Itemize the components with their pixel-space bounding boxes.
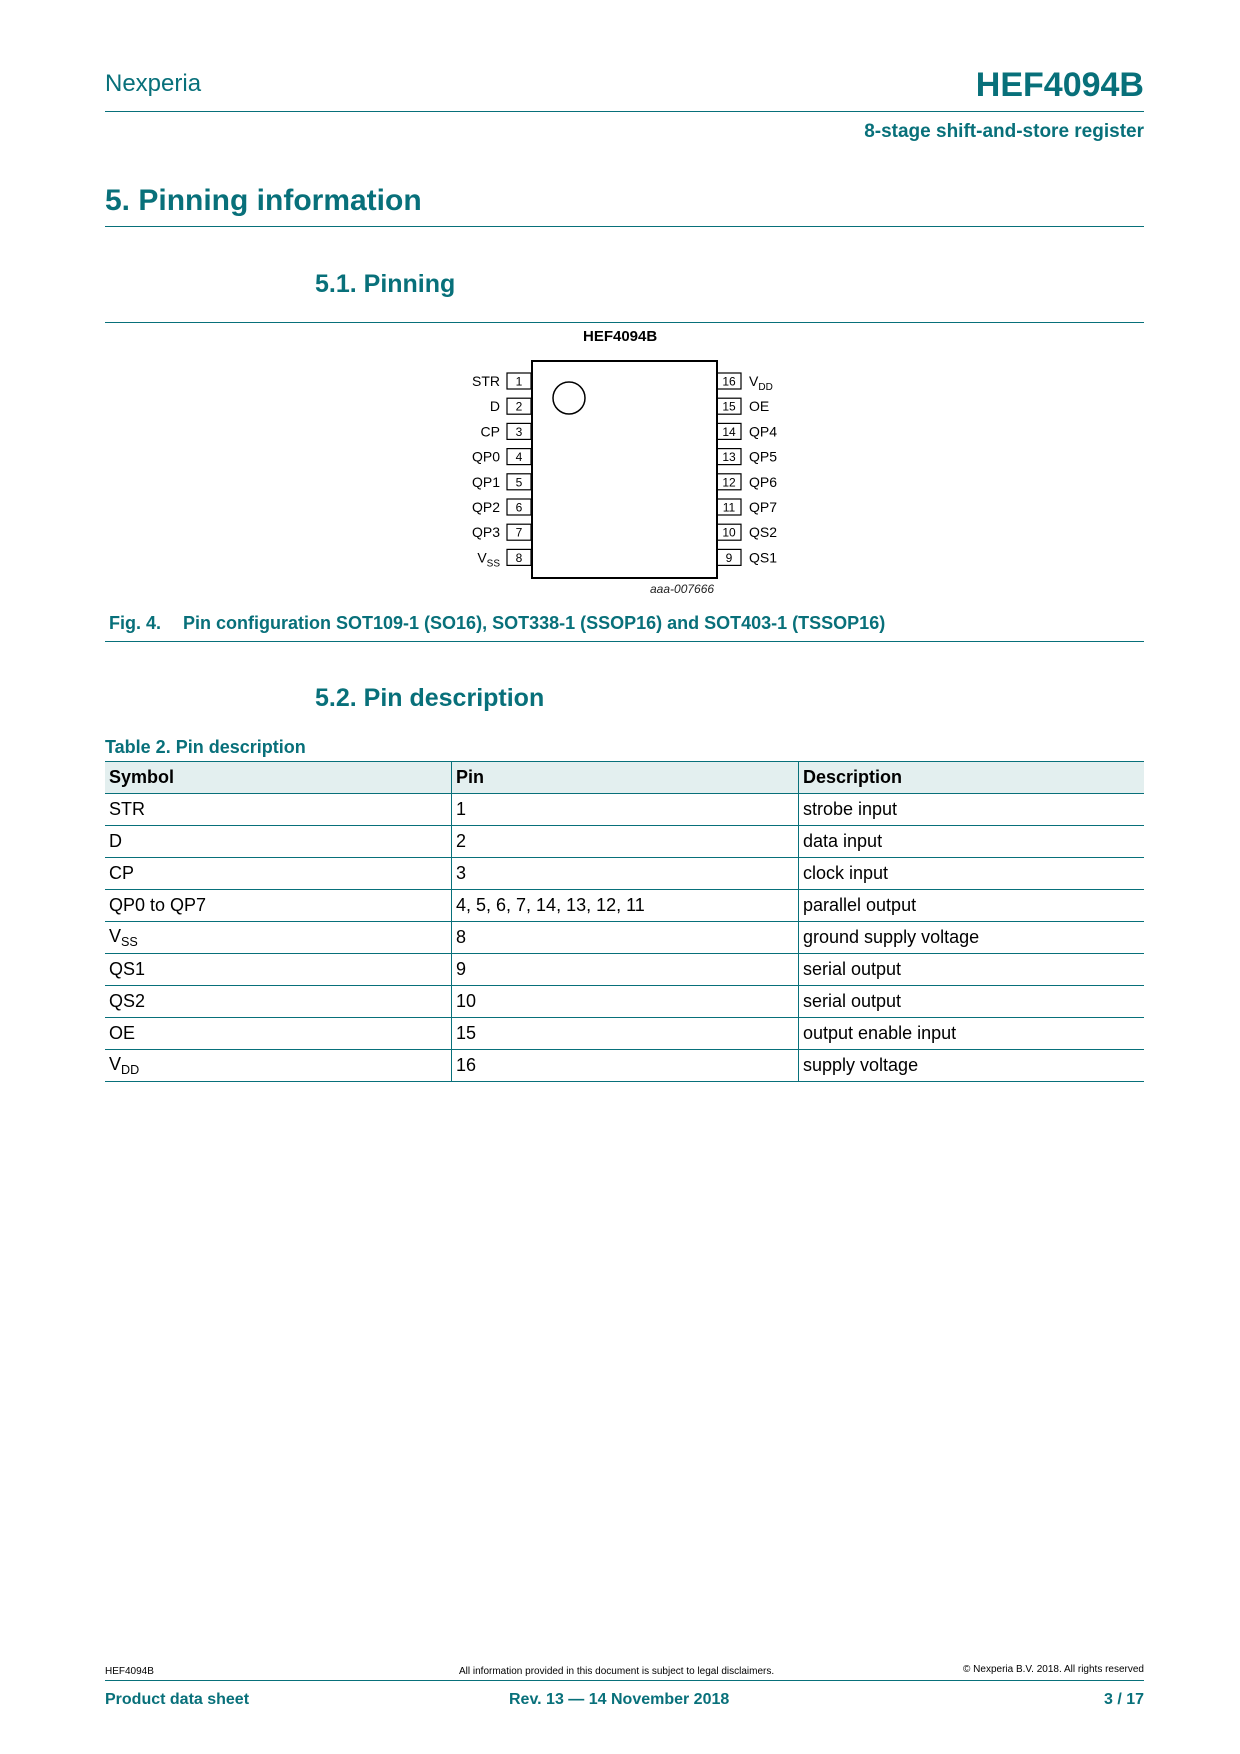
- pin1-marker: [553, 382, 585, 414]
- pin-number: 9: [725, 550, 733, 565]
- pin-3: [481, 423, 531, 439]
- pin-number: 7: [515, 525, 523, 540]
- pin-name: QP1: [471, 473, 500, 490]
- pin-name: QP0: [471, 448, 500, 465]
- pin-name: QP5: [749, 448, 778, 465]
- cell-symbol: $V_{SS}$: [105, 922, 452, 954]
- footer-revision: Rev. 13 — 14 November 2018: [509, 1691, 730, 1708]
- cell-pin: 9: [452, 954, 799, 986]
- chip-label: HEF4094B: [583, 328, 658, 345]
- cell-symbol: $V_{DD}$: [105, 1050, 452, 1082]
- pin-name: QP4: [749, 423, 778, 440]
- pin-11: [717, 499, 777, 515]
- cell-description: ground supply voltage: [799, 922, 1145, 954]
- pin-name: $V_{SS}$: [477, 549, 500, 570]
- pin-9: [717, 549, 777, 565]
- pin-number: 3: [515, 424, 523, 439]
- cell-pin: 1: [452, 794, 799, 826]
- table-row: [105, 858, 1144, 890]
- header-pin: Pin: [452, 762, 799, 794]
- pin-number: 11: [722, 500, 736, 515]
- cell-symbol: STR: [105, 794, 452, 826]
- cell-pin: 8: [452, 922, 799, 954]
- pin-number: 14: [722, 424, 736, 439]
- pin-name: QP6: [749, 473, 778, 490]
- document-subtitle: 8-stage shift-and-store register: [864, 121, 1144, 142]
- pin-number: 16: [722, 374, 736, 389]
- pin-2: [490, 398, 531, 414]
- pin-name: QS2: [749, 524, 778, 541]
- pin-5: [472, 474, 531, 490]
- figure-caption: [109, 613, 885, 634]
- pin-10: [717, 524, 777, 540]
- figure-code: aaa-007666: [650, 582, 715, 596]
- table-header-row: [105, 762, 1144, 794]
- table-row: [105, 922, 1144, 954]
- cell-description: serial output: [799, 954, 1145, 986]
- pin-number: 1: [515, 374, 523, 389]
- pin-number: 8: [515, 550, 523, 565]
- pin-8: [477, 549, 531, 569]
- table-caption: Table 2. Pin description: [105, 737, 306, 757]
- cell-pin: 10: [452, 986, 799, 1018]
- cell-description: data input: [799, 826, 1145, 858]
- pin-4: [472, 449, 531, 465]
- pin-1: [472, 373, 531, 389]
- footer-part-number: HEF4094B: [105, 1666, 154, 1677]
- cell-pin: 16: [452, 1050, 799, 1082]
- cell-symbol: CP: [105, 858, 452, 890]
- pin-name: QP3: [471, 524, 500, 541]
- table-row: [105, 954, 1144, 986]
- pin-name: D: [489, 398, 500, 415]
- table-row: [105, 826, 1144, 858]
- cell-symbol: QP0 to QP7: [105, 890, 452, 922]
- pin-15: [717, 398, 769, 414]
- cell-description: supply voltage: [799, 1050, 1145, 1082]
- pin-12: [717, 474, 777, 490]
- part-number: HEF4094B: [975, 66, 1144, 104]
- cell-pin: 2: [452, 826, 799, 858]
- table-row: [105, 1050, 1144, 1082]
- table-row: [105, 1018, 1144, 1050]
- brand-name: Nexperia: [105, 70, 202, 97]
- cell-description: clock input: [799, 858, 1145, 890]
- section-title: 5. Pinning information: [105, 184, 422, 217]
- chip-body: [532, 361, 717, 578]
- table-row: [105, 890, 1144, 922]
- cell-description: strobe input: [799, 794, 1145, 826]
- pin-number: 13: [722, 450, 736, 465]
- cell-pin: 4, 5, 6, 7, 14, 13, 12, 11: [452, 890, 799, 922]
- pin-number: 15: [722, 399, 736, 414]
- footer-copyright: © Nexperia B.V. 2018. All rights reserved: [963, 1664, 1144, 1675]
- pin-name: QP7: [749, 499, 778, 515]
- header-symbol: Symbol: [105, 762, 452, 794]
- pin-name: $V_{DD}$: [749, 373, 773, 393]
- pin-name: QP2: [471, 499, 500, 515]
- pin-number: 4: [515, 450, 523, 465]
- pin-name: STR: [472, 373, 500, 389]
- cell-description: serial output: [799, 986, 1145, 1018]
- pin-number: 5: [515, 475, 523, 490]
- table-row: [105, 794, 1144, 826]
- pin-number: 10: [722, 525, 736, 540]
- subsection-title-pinning: 5.1. Pinning: [315, 270, 456, 298]
- pin-name: QS1: [749, 549, 778, 566]
- pin-configuration-diagram: [0, 0, 1240, 600]
- footer-page-number: 3 / 17: [1103, 1691, 1144, 1708]
- pin-description-table: [105, 761, 1144, 1082]
- footer-divider: [105, 1680, 1144, 1681]
- cell-symbol: QS1: [105, 954, 452, 986]
- cell-description: parallel output: [799, 890, 1145, 922]
- figure-label: Fig. 4.: [109, 613, 162, 633]
- figure-divider: [105, 641, 1144, 642]
- table-row: [105, 986, 1144, 1018]
- pin-number: 2: [515, 399, 523, 414]
- cell-symbol: QS2: [105, 986, 452, 1018]
- pin-13: [717, 449, 777, 465]
- pin-name: CP: [480, 423, 500, 440]
- pin-16: [717, 373, 773, 393]
- header-description: Description: [799, 762, 1145, 794]
- pin-7: [472, 524, 531, 540]
- cell-description: output enable input: [799, 1018, 1145, 1050]
- subsection-title-pin-description: 5.2. Pin description: [315, 684, 545, 712]
- pin-number: 6: [515, 500, 523, 515]
- cell-pin: 3: [452, 858, 799, 890]
- pin-number: 12: [722, 475, 736, 490]
- pin-6: [472, 499, 531, 515]
- cell-symbol: OE: [105, 1018, 452, 1050]
- figure-caption-text: Pin configuration SOT109-1 (SO16), SOT338-1 (SSOP16) and SOT403-1 (TSSOP16): [183, 613, 886, 633]
- footer-document-type: Product data sheet: [105, 1691, 250, 1708]
- pin-name: OE: [749, 398, 770, 415]
- cell-symbol: D: [105, 826, 452, 858]
- footer-legal-notice: All information provided in this document is subject to legal disclaimers.: [459, 1666, 775, 1677]
- cell-pin: 15: [452, 1018, 799, 1050]
- pin-14: [717, 423, 777, 439]
